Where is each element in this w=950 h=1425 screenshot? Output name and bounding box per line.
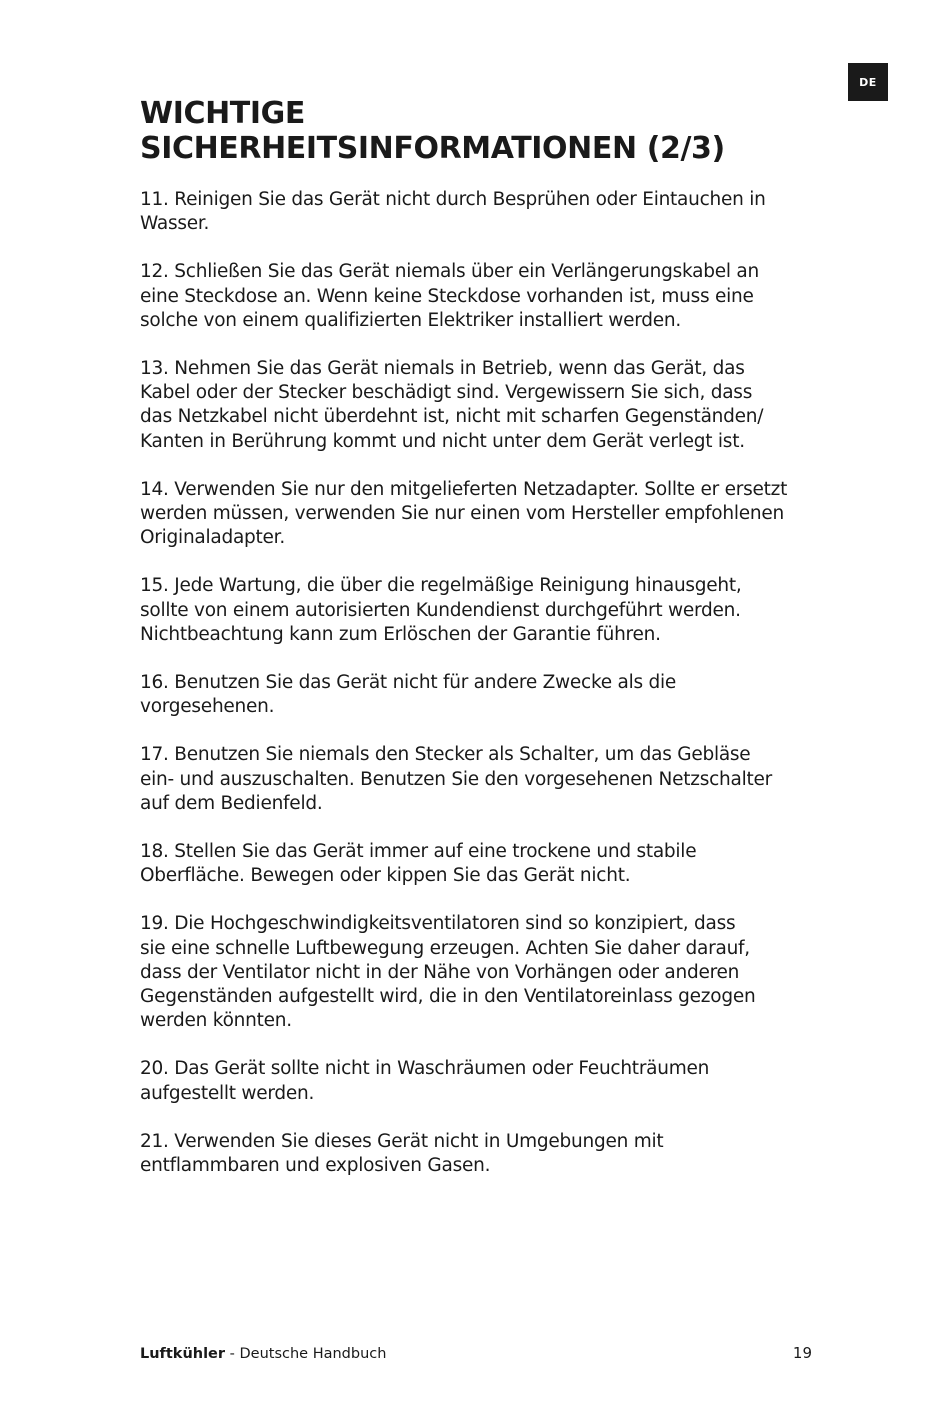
safety-item: [140, 912, 830, 1033]
safety-item-line: auf dem Bedienfeld.: [140, 792, 323, 814]
safety-item-line: Nichtbeachtung kann zum Erlöschen der Garantie führen.: [140, 623, 661, 645]
safety-item-line: werden könnten.: [140, 1010, 292, 1032]
safety-item-line: 16. Benutzen Sie das Gerät nicht für andere Zwecke als die: [140, 672, 677, 694]
safety-item-line: werden müssen, verwenden Sie nur einen vom Hersteller empfohlenen: [140, 503, 784, 525]
safety-item-line: Gegenständen aufgestellt wird, die in den Ventilatoreinlass gezogen: [140, 986, 756, 1008]
safety-item-line: 13. Nehmen Sie das Gerät niemals in Betrieb, wenn das Gerät, das: [140, 358, 745, 380]
safety-instructions-list: [140, 188, 830, 1202]
safety-item-line: das Netzkabel nicht überdehnt ist, nicht mit scharfen Gegenständen/: [140, 406, 764, 428]
safety-item-line: 12. Schließen Sie das Gerät niemals über ein Verlängerungskabel an: [140, 261, 759, 283]
safety-item-line: vorgesehenen.: [140, 696, 275, 718]
safety-item: [140, 574, 830, 647]
safety-item: [140, 1057, 830, 1105]
safety-item-line: sollte von einem autorisierten Kundendienst durchgeführt werden.: [140, 599, 741, 621]
safety-item-line: 18. Stellen Sie das Gerät immer auf eine trockene und stabile: [140, 841, 697, 863]
page-footer: [140, 1344, 812, 1362]
footer-title: [140, 1346, 386, 1362]
safety-item-line: 20. Das Gerät sollte nicht in Waschräumen oder Feuchträumen: [140, 1058, 710, 1080]
safety-item-line: Kanten in Berührung kommt und nicht unter dem Gerät verlegt ist.: [140, 430, 745, 452]
safety-item-line: Kabel oder der Stecker beschädigt sind. Vergewissern Sie sich, dass: [140, 382, 753, 404]
safety-item: [140, 671, 830, 719]
page-title: [140, 96, 860, 166]
safety-item-line: dass der Ventilator nicht in der Nähe von Vorhängen oder anderen: [140, 961, 740, 983]
language-badge: DE: [848, 63, 888, 101]
page-title-line-1: WICHTIGE: [140, 96, 305, 131]
safety-item-line: ein- und auszuschalten. Benutzen Sie den vorgesehenen Netzschalter: [140, 768, 772, 790]
safety-item: [140, 840, 830, 888]
safety-item-line: eine Steckdose an. Wenn keine Steckdose vorhanden ist, muss eine: [140, 285, 754, 307]
safety-item: [140, 260, 830, 333]
page-number: 19: [792, 1344, 812, 1362]
footer-brand: Luftkühler: [140, 1346, 226, 1362]
footer-subtitle: - Deutsche Handbuch: [225, 1346, 387, 1362]
safety-item-line: 19. Die Hochgeschwindigkeitsventilatoren sind so konzipiert, dass: [140, 913, 736, 935]
safety-item-line: 14. Verwenden Sie nur den mitgelieferten Netzadapter. Sollte er ersetzt: [140, 478, 788, 500]
safety-item-line: solche von einem qualifizierten Elektriker installiert werden.: [140, 309, 681, 331]
safety-item-line: 21. Verwenden Sie dieses Gerät nicht in Umgebungen mit: [140, 1130, 664, 1152]
safety-item: [140, 1130, 830, 1178]
safety-item: [140, 357, 830, 454]
safety-item-line: Wasser.: [140, 213, 210, 235]
safety-item-line: Oberfläche. Bewegen oder kippen Sie das Gerät nicht.: [140, 865, 631, 887]
safety-item-line: entflammbaren und explosiven Gasen.: [140, 1155, 491, 1177]
safety-item-line: sie eine schnelle Luftbewegung erzeugen. Achten Sie daher darauf,: [140, 937, 750, 959]
safety-item-line: 11. Reinigen Sie das Gerät nicht durch Besprühen oder Eintauchen in: [140, 189, 766, 210]
safety-item: [140, 478, 830, 551]
safety-item: [140, 743, 830, 816]
page-title-line-2: SICHERHEITSINFORMATIONEN (2/3): [140, 131, 725, 166]
safety-item-line: aufgestellt werden.: [140, 1082, 315, 1104]
safety-item: [140, 188, 830, 236]
safety-item-line: 17. Benutzen Sie niemals den Stecker als Schalter, um das Gebläse: [140, 744, 751, 766]
safety-item-line: 15. Jede Wartung, die über die regelmäßige Reinigung hinausgeht,: [140, 575, 742, 597]
safety-item-line: Originaladapter.: [140, 527, 285, 549]
